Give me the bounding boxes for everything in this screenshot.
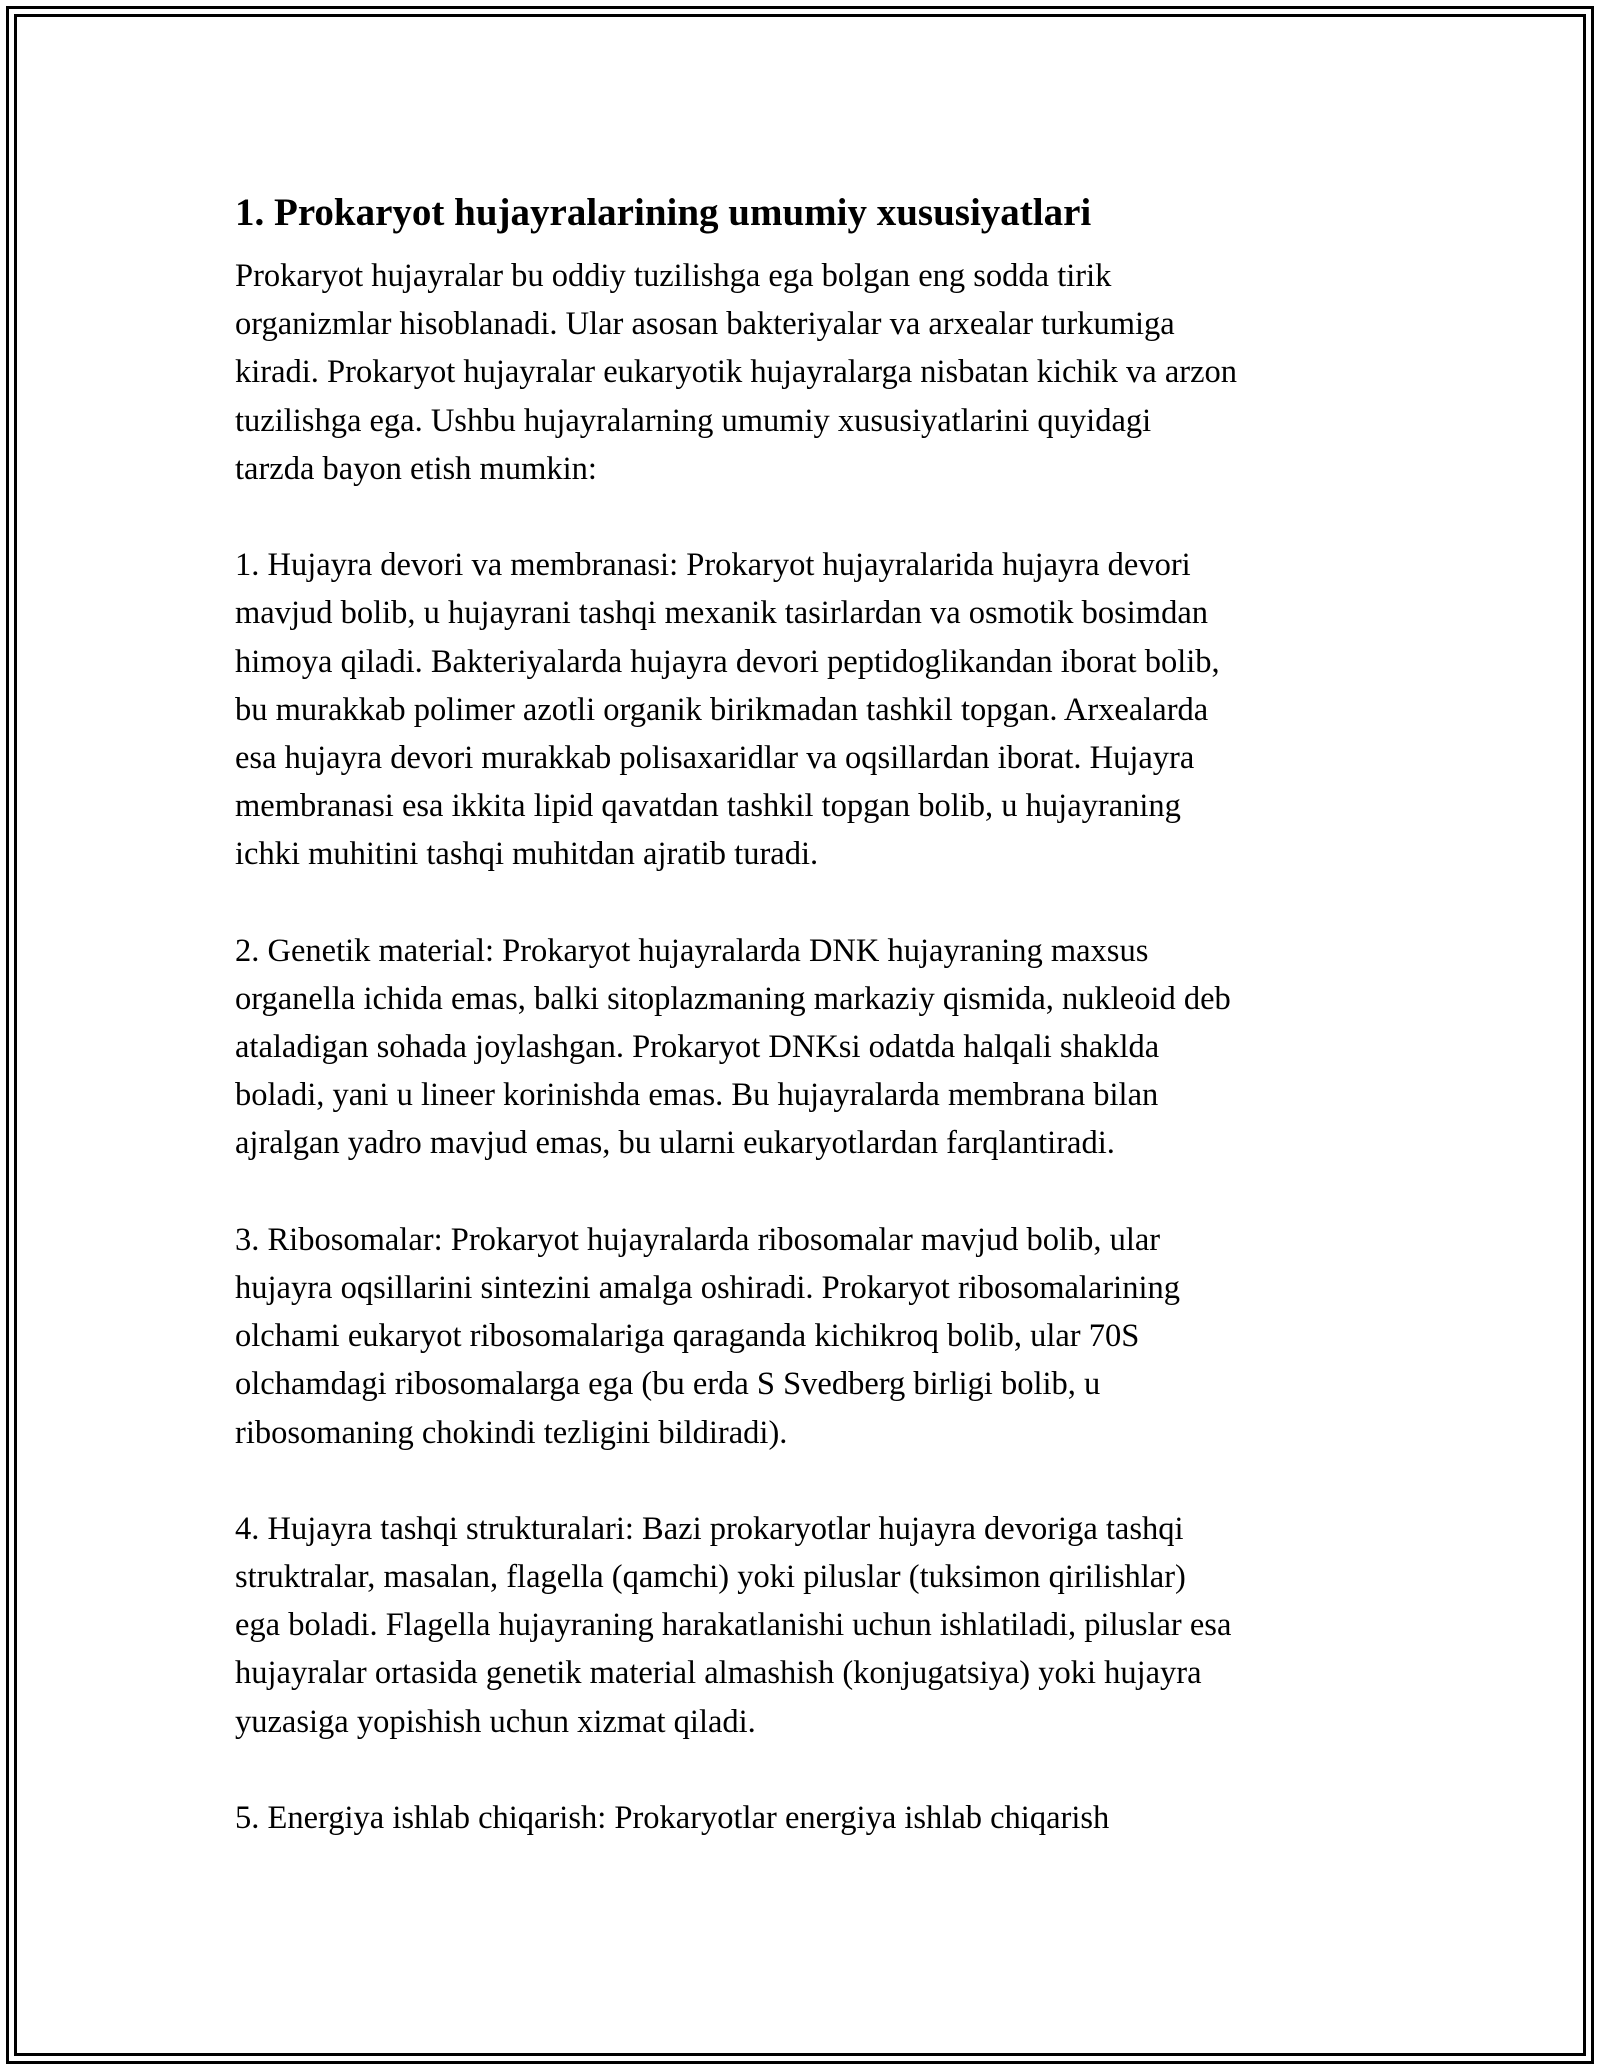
text-line: kiradi. Prokaryot hujayralar eukaryotik hujayralarga nisbatan kichik va arzon — [235, 354, 1238, 391]
text-line: olchami eukaryot ribosomalariga qaraganda kichikroq bolib, ular 70S — [235, 1318, 1140, 1355]
text-line: 5. Energiya ishlab chiqarish: Prokaryotlar energiya ishlab chiqarish — [235, 1800, 1110, 1836]
text-line: 1. Hujayra devori va membranasi: Prokaryot hujayralarida hujayra devori — [235, 547, 1191, 584]
text-line: 2. Genetik material: Prokaryot hujayralarda DNK hujayraning maxsus — [235, 932, 1149, 969]
text-line: tarzda bayon etish mumkin: — [235, 450, 597, 487]
text-line: hujayra oqsillarini sintezini amalga oshiradi. Prokaryot ribosomalarining — [235, 1269, 1180, 1306]
document-page — [235, 186, 1385, 1842]
text-line: himoya qiladi. Bakteriyalarda hujayra devori peptidoglikandan iborat bolib, — [235, 643, 1220, 680]
intro-paragraph — [235, 252, 1385, 493]
text-line: Prokaryot hujayralar bu oddiy tuzilishga ega bolgan eng sodda tirik — [235, 258, 1112, 294]
text-line: struktralar, masalan, flagella (qamchi) yoki piluslar (tuksimon qirilishlar) — [235, 1559, 1186, 1596]
paragraph-spacer — [235, 1746, 1385, 1794]
text-line: bu murakkab polimer azotli organik birikmadan tashkil topgan. Arxealarda — [235, 691, 1209, 728]
external-structures-paragraph — [235, 1505, 1385, 1746]
genetic-material-paragraph — [235, 927, 1385, 1168]
cell-wall-paragraph — [235, 541, 1385, 878]
text-line: organella ichida emas, balki sitoplazmaning markaziy qismida, nukleoid deb — [235, 980, 1231, 1017]
energy-production-paragraph — [235, 1794, 1385, 1842]
text-line: 3. Ribosomalar: Prokaryot hujayralarda ribosomalar mavjud bolib, ular — [235, 1221, 1161, 1258]
text-line: hujayralar ortasida genetik material almashish (konjugatsiya) yoki hujayra — [235, 1655, 1202, 1692]
document-title: 1. Prokaryot hujayralarining umumiy xususiyatlari — [235, 191, 1092, 234]
text-line: olchamdagi ribosomalarga ega (bu erda S Svedberg birligi bolib, u — [235, 1366, 1101, 1403]
text-line: mavjud bolib, u hujayrani tashqi mexanik tasirlardan va osmotik bosimdan — [235, 595, 1209, 632]
paragraph-spacer — [235, 1457, 1385, 1505]
text-line: organizmlar hisoblanadi. Ular asosan bakteriyalar va arxealar turkumiga — [235, 306, 1175, 343]
paragraph-spacer — [235, 493, 1385, 541]
text-line: membranasi esa ikkita lipid qavatdan tashkil topgan bolib, u hujayraning — [235, 788, 1181, 825]
ribosomes-paragraph — [235, 1216, 1385, 1457]
text-line: esa hujayra devori murakkab polisaxaridlar va oqsillardan iborat. Hujayra — [235, 739, 1195, 776]
text-line: boladi, yani u lineer korinishda emas. Bu hujayralarda membrana bilan — [235, 1077, 1159, 1114]
text-line: 4. Hujayra tashqi strukturalari: Bazi prokaryotlar hujayra devoriga tashqi — [235, 1510, 1184, 1547]
text-line: ichki muhitini tashqi muhitdan ajratib turadi. — [235, 836, 819, 873]
text-line: yuzasiga yopishish uchun xizmat qiladi. — [235, 1703, 756, 1740]
paragraph-spacer — [235, 878, 1385, 926]
text-line: ataladigan sohada joylashgan. Prokaryot DNKsi odatda halqali shaklda — [235, 1029, 1160, 1065]
text-line: ajralgan yadro mavjud emas, bu ularni eukaryotlardan farqlantiradi. — [235, 1125, 1115, 1162]
text-line: ega boladi. Flagella hujayraning harakatlanishi uchun ishlatiladi, piluslar esa — [235, 1607, 1232, 1644]
text-line: ribosomaning chokindi tezligini bildiradi). — [235, 1414, 788, 1451]
text-line: tuzilishga ega. Ushbu hujayralarning umumiy xususiyatlarini quyidagi — [235, 402, 1152, 439]
paragraph-spacer — [235, 1168, 1385, 1216]
